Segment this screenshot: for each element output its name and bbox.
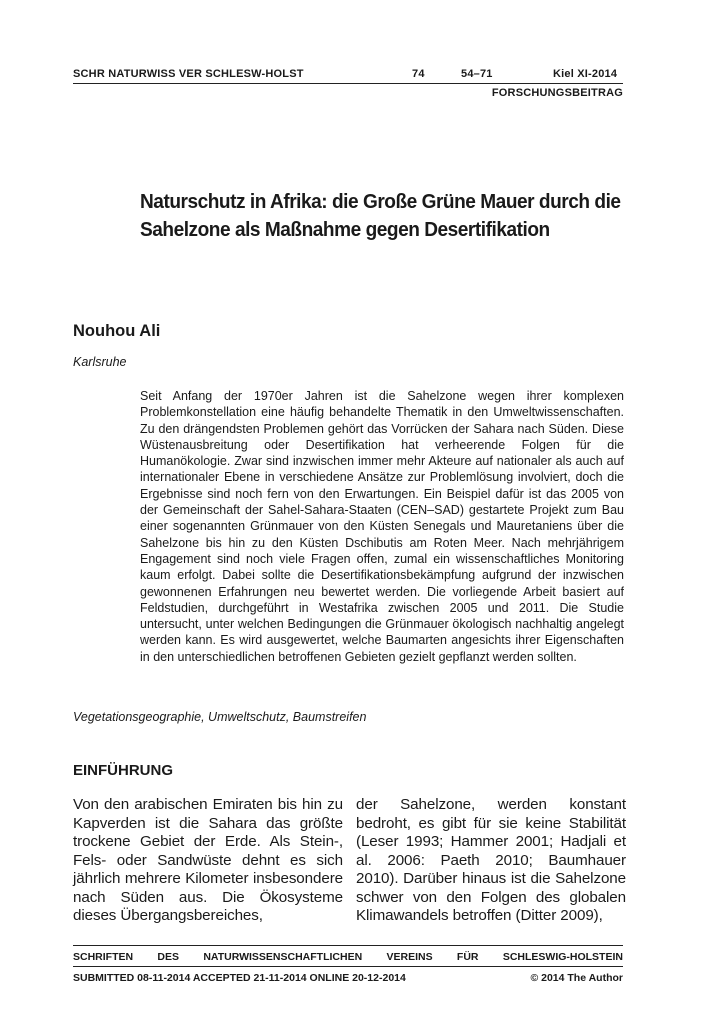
page-range: 54–71: [461, 68, 493, 80]
society-word: NATURWISSENSCHAFTLICHEN: [203, 951, 363, 963]
header-rule: [73, 83, 623, 84]
body-column-left: Von den arabischen Emiraten bis hin zu Kapverden ist die Sahara das größte trockene Gebiet der Erde. Als Stein-, Fels- oder Sandwüste dehnt es sich jährlich mehrere Kilometer insbesondere nach Süden aus. Die Ökosysteme dieses Übergangsbereiches,: [73, 796, 343, 924]
body-column-right: der Sahelzone, werden konstant bedroht, es gibt für sie keine Stabilität (Leser 1993; Hammer 2001; Hadjali et al. 2006: Paeth 2010; Baumhauer 2010). Darüber hinaus ist die Sahelzone schwer von den Folgen des globalen Klimawandels betroffen (Ditter 2009),: [356, 796, 626, 924]
society-word: SCHLESWIG-HOLSTEIN: [502, 951, 623, 963]
society-name: [73, 951, 623, 963]
society-word: VEREINS: [386, 951, 433, 963]
society-word: DES: [157, 951, 179, 963]
keywords: Vegetationsgeographie, Umweltschutz, Baumstreifen: [73, 710, 367, 724]
society-word: FÜR: [456, 951, 479, 963]
place-date: Kiel XI-2014: [553, 68, 618, 80]
article-type: FORSCHUNGSBEITRAG: [491, 87, 623, 99]
article-title: Naturschutz in Afrika: die Große Grüne Mauer durch die Sahelzone als Maßnahme gegen Desertifikation: [140, 190, 621, 241]
section-heading: EINFÜHRUNG: [73, 762, 173, 779]
author-name: Nouhou Ali: [73, 322, 161, 340]
copyright-notice: © 2014 The Author: [530, 972, 623, 984]
footer-meta: [73, 972, 623, 984]
author-affiliation: Karlsruhe: [73, 355, 127, 369]
volume-number: 74: [412, 68, 425, 80]
footer-rule-bottom: [73, 966, 623, 967]
journal-name: SCHR NATURWISS VER SCHLESW-HOLST: [73, 68, 304, 80]
footer-rule-top: [73, 945, 623, 946]
submission-dates: SUBMITTED 08-11-2014 ACCEPTED 21-11-2014 ONLINE 20-12-2014: [73, 972, 406, 984]
society-word: SCHRIFTEN: [73, 951, 134, 963]
abstract: Seit Anfang der 1970er Jahren ist die Sahelzone wegen ihrer komplexen Problemkonstellation eine häufig behandelte Thematik in den Umweltwissenschaften. Zu den drängendsten Problemen gehört das Vorrücken der Sahara nach Süden. Diese Wüstenausbreitung oder Desertifikation hat verheerende Folgen für die Humanökologie. Zwar sind inzwischen immer mehr Akteure auf nationaler als auch auf internationaler Ebene in verschiedene Ansätze zur Problemlösung involviert, doch die Ergebnisse sind noch fern von den Erwartungen. Ein Beispiel dafür ist das 2005 von der Gemeinschaft der Sahel-Sahara-Staaten (CEN–SAD) gestartete Projekt zum Bau einer sogenannten Grünmauer von den Küsten Senegals und Mauretaniens über die Sahelzone bis hin zu den Küsten Dschibutis am Roten Meer. Nach mehrjährigem Engagement sind noch viele Fragen offen, zumal ein wissenschaftliches Monitoring kaum erfolgt. Dabei sollte die Desertifikationsbekämpfung aufgrund der inzwischen gewonnenen Erfahrungen neu bewertet werden. Die vorliegende Arbeit basiert auf Feldstudien, durchgeführt in Westafrika zwischen 2005 und 2011. Die Studie untersucht, unter welchen Bedingungen die Grünmauer ökologisch nachhaltig angelegt werden kann. Es wird ausgewertet, welche Baumarten angesichts ihrer Eigenschaften in den unterschiedlichen betroffenen Gebieten gezielt gepflanzt werden sollten.: [140, 389, 624, 664]
